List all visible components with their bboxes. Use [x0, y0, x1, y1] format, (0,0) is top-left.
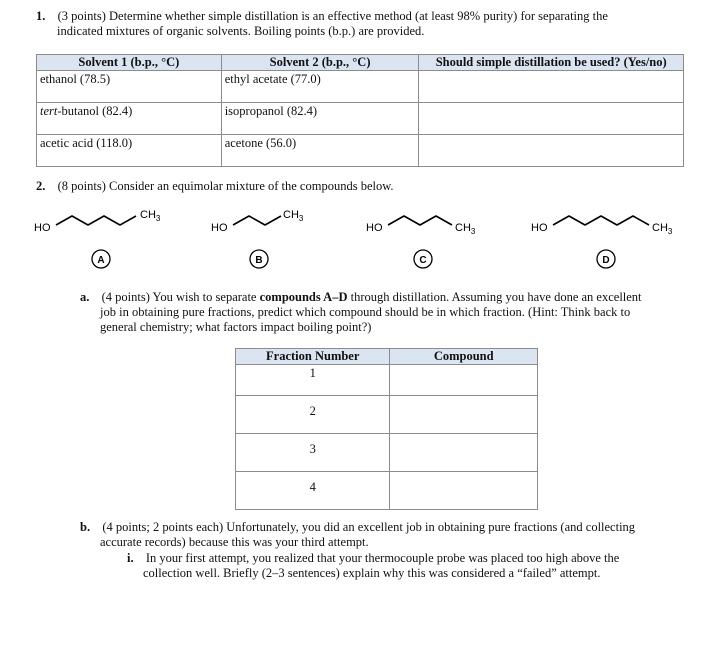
solvent1-text: -butanol (82.4): [57, 104, 133, 118]
table-row: [236, 472, 538, 510]
q1-header-solvent2: Solvent 2 (b.p., °C): [221, 55, 419, 71]
structure-a-ch3: $CH_3$: [140, 209, 161, 223]
fraction-number-header: Fraction Number: [236, 349, 390, 365]
part-a-line3: general chemistry; what factors impact boiling point?): [100, 320, 372, 334]
table-row: [236, 396, 538, 434]
fraction-table: [235, 348, 538, 510]
structure-c-ho: HO: [366, 222, 383, 234]
q1-text-line1: (3 points) Determine whether simple distillation is an effective method (at least 98% purity) for separating the: [57, 9, 608, 23]
structure-a-ho: HO: [34, 222, 51, 234]
part-b-line1: [80, 520, 635, 535]
answer-cell[interactable]: [419, 71, 684, 103]
solvent1-prefix: tert: [40, 104, 58, 118]
label-d: D: [602, 255, 610, 266]
part-a-text-post: through distillation. Assuming you have done an excellent: [347, 290, 642, 304]
part-b-letter: b.: [80, 520, 91, 534]
q1-table: [36, 54, 684, 167]
structure-d-chain: [553, 216, 649, 225]
compound-cell[interactable]: [390, 365, 538, 396]
table-row: [236, 365, 538, 396]
table-row: [236, 434, 538, 472]
table-row: [37, 135, 684, 167]
fraction-table-header-row: [236, 349, 538, 365]
fraction-number: 3: [236, 434, 390, 472]
structure-c-chain: [388, 216, 452, 225]
sub-i-line2: collection well. Briefly (2–3 sentences) explain why this was considered a “failed” attempt.: [143, 566, 601, 580]
table-row: [37, 103, 684, 135]
q1-header-answer: Should simple distillation be used? (Yes/no): [419, 55, 684, 71]
part-a-text-bold: compounds A–D: [259, 290, 348, 304]
compound-cell[interactable]: [390, 472, 538, 510]
label-a: A: [97, 255, 105, 266]
solvent2-cell: isopropanol (82.4): [221, 103, 419, 135]
part-b-line2: accurate records) because this was your third attempt.: [100, 535, 369, 549]
part-a-line1: [80, 290, 642, 305]
q1-number: 1.: [36, 9, 46, 23]
structure-d-ch3: $CH_3$: [652, 222, 673, 236]
part-b-text-line1: (4 points; 2 points each) Unfortunately, you did an excellent job in obtaining pure fractions (and collecting: [102, 520, 636, 534]
q1-line2: indicated mixtures of organic solvents. Boiling points (b.p.) are provided.: [57, 24, 425, 38]
solvent2-cell: acetone (56.0): [221, 135, 419, 167]
solvent1-text: ethanol (78.5): [40, 72, 111, 86]
solvent1-text: acetic acid (118.0): [40, 136, 133, 150]
answer-cell[interactable]: [419, 103, 684, 135]
compound-header: Compound: [390, 349, 538, 365]
q2-intro: (8 points) Consider an equimolar mixture of the compounds below.: [57, 179, 394, 193]
sub-i-text-line1: In your first attempt, you realized that your thermocouple probe was placed too high above the: [145, 551, 620, 565]
solvent1-cell: [37, 135, 222, 167]
solvent1-cell: [37, 103, 222, 135]
structure-b-ho: HO: [211, 222, 228, 234]
part-a-letter: a.: [80, 290, 90, 304]
part-a-text-pre: (4 points) You wish to separate: [101, 290, 260, 304]
sub-i-numeral: i.: [127, 551, 134, 565]
q1-line1: [36, 9, 608, 24]
q1-header-solvent1: Solvent 1 (b.p., °C): [37, 55, 222, 71]
structure-d-ho: HO: [531, 222, 548, 234]
structure-a-chain: [56, 216, 136, 225]
solvent1-cell: [37, 71, 222, 103]
compound-cell[interactable]: [390, 434, 538, 472]
q2-intro-line: [36, 179, 394, 194]
label-c: C: [419, 255, 427, 266]
table-row: [37, 71, 684, 103]
part-a-line2: job in obtaining pure fractions, predict which compound should be in which fraction. (Hint: Think back to: [100, 305, 631, 319]
structure-b-chain: [233, 216, 281, 225]
structure-b-ch3: $CH_3$: [283, 209, 304, 223]
fraction-number: 2: [236, 396, 390, 434]
structure-c-ch3: $CH_3$: [455, 222, 476, 236]
fraction-number: 4: [236, 472, 390, 510]
answer-cell[interactable]: [419, 135, 684, 167]
compound-cell[interactable]: [390, 396, 538, 434]
structures-figure: [0, 200, 723, 280]
q1-table-header-row: [37, 55, 684, 71]
fraction-number: 1: [236, 365, 390, 396]
q2-number: 2.: [36, 179, 46, 193]
sub-i-line1: [127, 551, 619, 566]
label-b: B: [255, 255, 263, 266]
solvent2-cell: ethyl acetate (77.0): [221, 71, 419, 103]
